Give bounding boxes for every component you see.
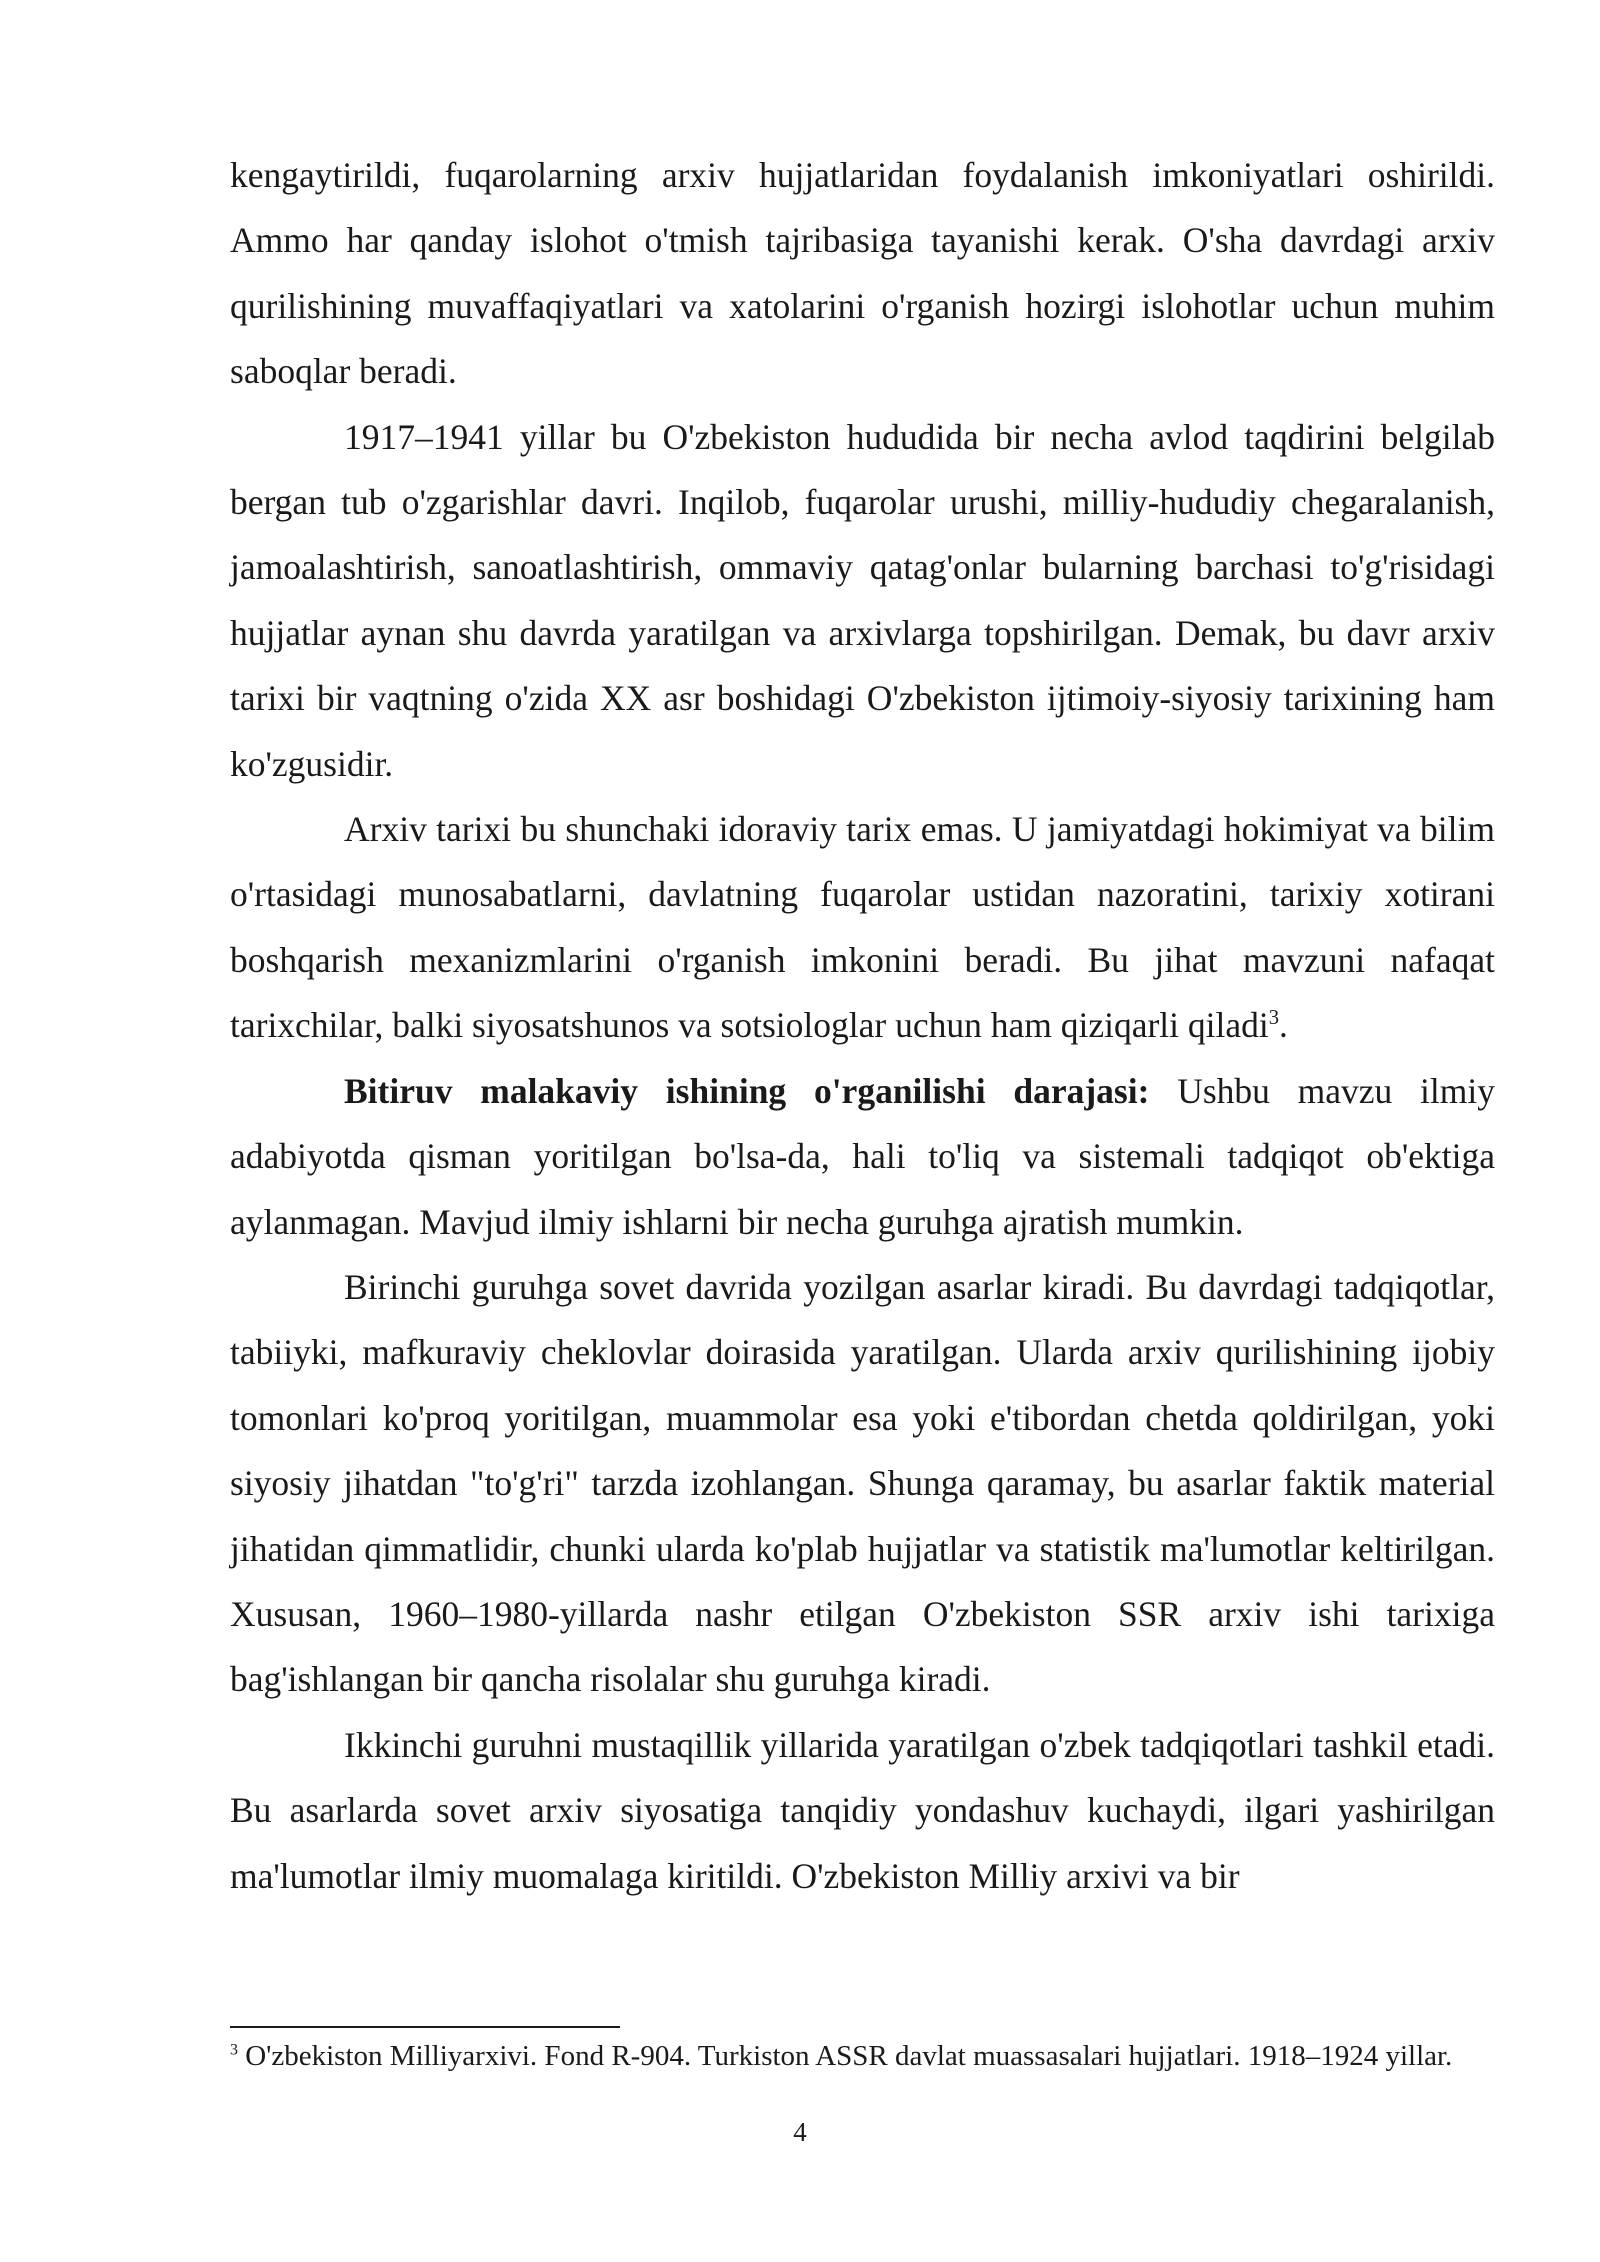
paragraph-period-overview: 1917–1941 yillar bu O'zbekiston hududida bir necha avlod taqdirini belgilab bergan tub o'zgarishlar davri. Inqilob, fuqarolar urushi, milliy-hududiy chegaralanish, jamoalashtirish, sanoatlashtirish, ommaviy qatag'onlar bularning barchasi to'g'risidagi hujjatlar aynan shu davrda yaratilgan va arxivlarga topshirilgan. Demak, bu davr arxiv tarixi bir vaqtning o'zida XX asr boshidagi O'zbekiston ijtimoiy-siyosiy tarixining ham ko'zgusidir.: [230, 416, 1495, 784]
paragraph-second-group: Ikkinchi guruhni mustaqillik yillarida yaratilgan o'zbek tadqiqotlari tashkil etadi. Bu asarlarda sovet arxiv siyosatiga tanqidiy yondashuv kuchaydi, ilgari yashirilgan ma'lumotlar ilmiy muomalaga kiritildi. O'zbekiston Milliy arxivi va bir: [230, 1724, 1495, 1896]
footnote-number: 3: [230, 2041, 238, 2059]
paragraph-archive-history-text: Arxiv tarixi bu shunchaki idoraviy tarix emas. U jamiyatdagi hokimiyat va bilim o'rtasidagi munosabatlarni, davlatning fuqarolar ustidan nazoratini, tarixiy xotirani boshqarish mexanizmlarini o'rganish imkonini beradi. Bu jihat mavzuni nafaqat tarixchilar, balki siyosatshunos va sotsiologlar uchun ham qiziqarli qiladi: [230, 809, 1495, 1046]
paragraph-first-group: Birinchi guruhga sovet davrida yozilgan asarlar kiradi. Bu davrdagi tadqiqotlar, tabiiyki, mafkuraviy cheklovlar doirasida yaratilgan. Ularda arxiv qurilishining ijobiy tomonlari ko'proq yoritilgan, muammolar esa yoki e'tibordan chetda qoldirilgan, yoki siyosiy jihatdan "to'g'ri" tarzda izohlangan. Shunga qaramay, bu asarlar faktik material jihatidan qimmatlidir, chunki ularda ko'plab hujjatlar va statistik ma'lumotlar keltirilgan. Xususan, 1960–1980-yillarda nashr etilgan O'zbekiston SSR arxiv ishi tarixiga bag'ishlangan bir qancha risolalar shu guruhga kiradi.: [230, 1266, 1495, 1700]
footnote: [230, 2038, 1495, 2074]
page-body: [230, 143, 1495, 1909]
footnote-text: O'zbekiston Milliyarxivi. Fond R-904. Turkiston ASSR davlat muassasalari hujjatlari. 1918–1924 yillar.: [245, 2040, 1453, 2072]
paragraph-archive-history-end: .: [1279, 1005, 1288, 1046]
footnote-separator: [230, 2026, 620, 2028]
page-number: 4: [793, 2117, 807, 2147]
section-heading: Bitiruv malakaviy ishining o'rganilishi darajasi:: [344, 1070, 1150, 1111]
paragraph-archive-history: [230, 797, 1495, 1059]
paragraph-research-degree: [230, 1059, 1495, 1255]
paragraph-research-degree-text: Ushbu mavzu ilmiy adabiyotda qisman yoritilgan bo'lsa-da, hali to'liq va sistemali tadqiqot ob'ektiga aylanmagan. Mavjud ilmiy ishlarni bir necha guruhga ajratish mumkin.: [230, 1070, 1495, 1242]
footnote-reference[interactable]: 3: [1268, 1007, 1280, 1030]
paragraph-continuation: kengaytirildi, fuqarolarning arxiv hujjatlaridan foydalanish imkoniyatlari oshirildi. Ammo har qanday islohot o'tmish tajribasiga tayanishi kerak. O'sha davrdagi arxiv qurilishining muvaffaqiyatlari va xatolarini o'rganish hozirgi islohotlar uchun muhim saboqlar beradi.: [230, 155, 1495, 392]
